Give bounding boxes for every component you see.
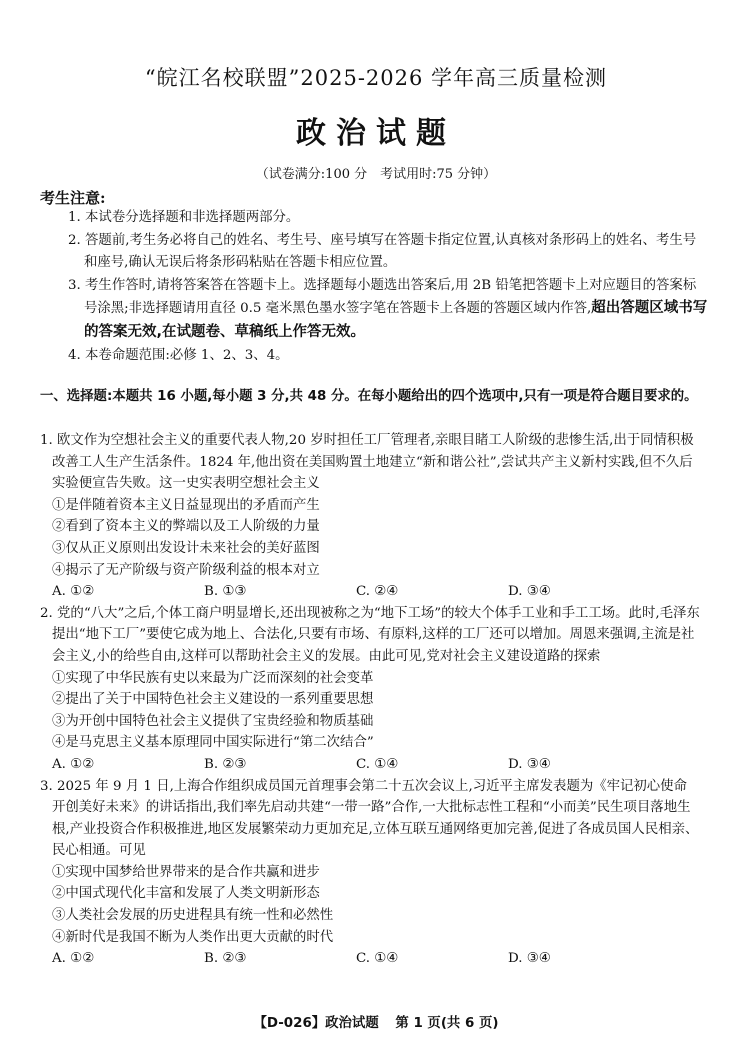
question-option: ③为开创中国特色社会主义提供了宝贵经验和物质基础 <box>52 713 374 729</box>
question-option: ①是伴随着资本主义日益显现出的矛盾而产生 <box>52 497 320 513</box>
page-footer <box>0 1012 752 1031</box>
question-option: ③仅从正义原则出发设计未来社会的美好蓝图 <box>52 540 320 556</box>
choice-d: D. ③④ <box>508 756 551 772</box>
subject-title: 政治试题 <box>296 116 456 151</box>
question-option: ④是马克思主义基本原理同中国实际进行“第二次结合” <box>52 735 374 751</box>
exam-meta: （试卷满分:100 分 考试用时:75 分钟） <box>255 167 497 182</box>
question-option: ②提出了关于中国特色社会主义建设的一系列重要思想 <box>52 692 374 708</box>
question-option: ②中国式现代化丰富和发展了人类文明新形态 <box>52 886 320 902</box>
footer-code: 【D-026】政治试题 <box>253 1016 379 1031</box>
choice-b: B. ②③ <box>204 951 247 967</box>
notice-item: 1. 本试卷分选择题和非选择题两部分。 <box>68 210 300 225</box>
question-stem: 1. 欧文作为空想社会主义的重要代表人物,20 岁时担任工厂管理者,亲眼目睹工人阶级的悲惨生活,出于同情积极改善工人生产生活条件。1824 年,他出资在美国购置土地建立“新和谐公社”,尝试共产主义新村实践,但不久后实验便宣告失败。这一史实表明空想社会主义 <box>40 433 694 492</box>
choice-b: B. ②③ <box>204 756 247 772</box>
choice-a: A. ①② <box>52 584 95 600</box>
question-3 <box>40 776 700 970</box>
choice-a: A. ①② <box>52 756 95 772</box>
notice-heading: 考生注意: <box>40 189 106 207</box>
question-option: ④新时代是我国不断为人类作出更大贡献的时代 <box>52 929 334 945</box>
question-stem: 2. 党的“八大”之后,个体工商户明显增长,还出现被称之为“地下工场”的较大个体手工业和手工工场。此时,毛泽东提出“地下工厂”要使它成为地上、合法化,只要有市场、有原料,这样的工厂还可以增加。周恩来强调,主流是社会主义,小的给些自由,这样可以帮助社会主义的发展。由此可见,党对社会主义建设道路的探索 <box>40 605 700 664</box>
question-stem: 3. 2025 年 9 月 1 日,上海合作组织成员国元首理事会第二十五次会议上,习近平主席发表题为《牢记初心使命开创美好未来》的讲话指出,我们率先启动共建“一带一路”合作,一大批标志性工程和“小而美”民生项目落地生根,产业投资合作积极推进,地区发展繁荣动力更加充足,立体互联互通网络更加完善,促进了各成员国人民相亲、民心相通。可见 <box>40 778 699 859</box>
answer-choices <box>40 754 700 776</box>
question-2 <box>40 603 700 776</box>
choice-b: B. ①③ <box>204 584 247 600</box>
choice-c: C. ②④ <box>356 584 399 600</box>
choice-d: D. ③④ <box>508 584 551 600</box>
notice-item: 2. 答题前,考生务必将自己的姓名、考生号、座号填写在答题卡指定位置,认真核对条形码上的姓名、考生号和座号,确认无误后将条形码粘贴在答题卡相应位置。 <box>68 232 697 271</box>
question-1 <box>40 430 700 603</box>
answer-choices <box>40 581 700 603</box>
question-option: ①实现了中华民族有史以来最为广泛而深刻的社会变革 <box>52 670 374 686</box>
footer-page-number: 第 1 页(共 6 页) <box>395 1016 499 1031</box>
choice-d: D. ③④ <box>508 951 551 967</box>
notice-item-text: 3. 考生作答时,请将答案答在答题卡上。选择题每小题选出答案后,用 2B 铅笔把答题卡上对应题目的答案标号涂黑;非选择题请用直径 0.5 毫米黑色墨水签字笔在答题卡上各题的答题区域内作答, <box>68 277 697 317</box>
notice-emphasis: 超出答题区域书写的答案无效,在试题卷、草稿纸上作答无效。 <box>84 300 708 340</box>
question-list <box>40 430 700 970</box>
answer-choices <box>40 948 700 970</box>
choice-c: C. ①④ <box>356 756 399 772</box>
exam-header-title: “皖江名校联盟”2025-2026 学年高三质量检测 <box>144 66 608 90</box>
choice-a: A. ①② <box>52 951 95 967</box>
choice-c: C. ①④ <box>356 951 399 967</box>
notice-item <box>68 275 708 345</box>
notice-list <box>68 207 708 367</box>
question-option: ④揭示了无产阶级与资产阶级利益的根本对立 <box>52 562 320 578</box>
question-option: ③人类社会发展的历史进程具有统一性和必然性 <box>52 908 334 924</box>
notice-item: 4. 本卷命题范围:必修 1、2、3、4。 <box>68 347 289 363</box>
question-option: ①实现中国梦给世界带来的是合作共赢和进步 <box>52 864 320 880</box>
question-option: ②看到了资本主义的弊端以及工人阶级的力量 <box>52 519 320 535</box>
section-heading: 一、选择题:本题共 16 小题,每小题 3 分,共 48 分。在每小题给出的四个选项中,只有一项是符合题目要求的。 <box>40 389 698 404</box>
